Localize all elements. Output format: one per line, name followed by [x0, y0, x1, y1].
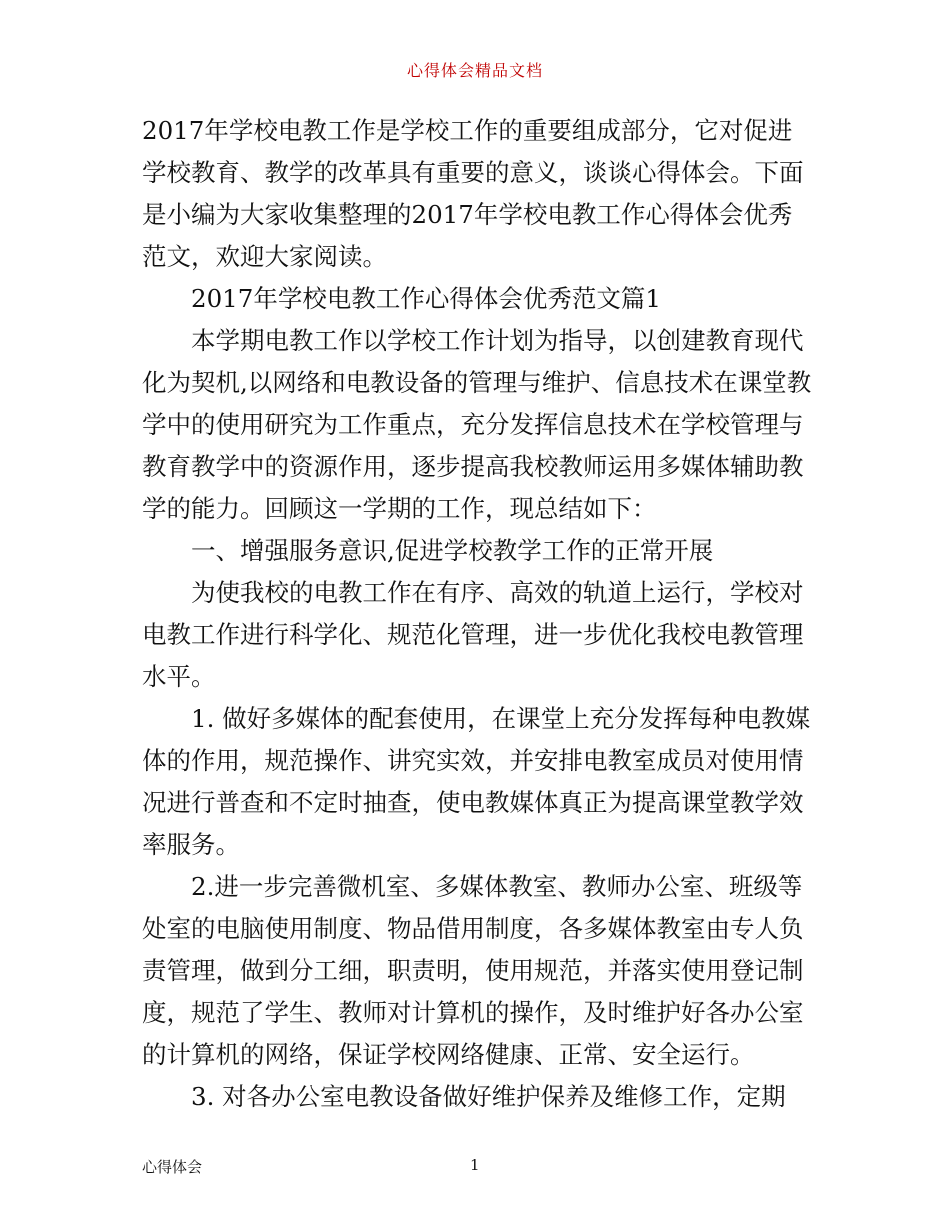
intro-paragraph: 2017年学校电教工作是学校工作的重要组成部分，它对促进学校教育、教学的改革具有重要的意义，谈谈心得体会。下面是小编为大家收集整理的2017年学校电教工作心得体会优秀范文，欢迎大家阅读。 — [142, 116, 804, 271]
body-paragraph: 为使我校的电教工作在有序、高效的轨道上运行，学校对电教工作进行科学化、规范化管理，进一步优化我校电教管理水平。 — [142, 578, 804, 691]
document-header-title: 心得体会精品文档 — [406, 61, 543, 80]
article-title: 2017年学校电教工作心得体会优秀范文篇1 — [191, 284, 661, 313]
section-heading: 一、增强服务意识,促进学校教学工作的正常开展 — [191, 536, 714, 565]
page-number: 1 — [470, 1156, 480, 1174]
list-item: 1. 做好多媒体的配套使用，在课堂上充分发挥每种电教媒体的作用，规范操作、讲究实效，并安排电教室成员对使用情况进行普查和不定时抽查，使电教媒体真正为提高课堂教学效率服务。 — [142, 704, 811, 859]
list-item: 3. 对各办公室电教设备做好维护保养及维修工作，定期 — [191, 1082, 786, 1111]
body-paragraph: 本学期电教工作以学校工作计划为指导，以创建教育现代化为契机,以网络和电教设备的管理与维护、信息技术在课堂教学中的使用研究为工作重点，充分发挥信息技术在学校管理与教育教学中的资源作用，逐步提高我校教师运用多媒体辅助教学的能力。回顾这一学期的工作，现总结如下： — [142, 326, 812, 523]
list-item: 2.进一步完善微机室、多媒体教室、教师办公室、班级等处室的电脑使用制度、物品借用制度，各多媒体教室由专人负责管理，做到分工细，职责明，使用规范，并落实使用登记制度，规范了学生、教师对计算机的操作，及时维护好各办公室的计算机的网络，保证学校网络健康、正常、安全运行。 — [142, 872, 804, 1069]
document-body — [142, 110, 812, 1118]
footer-label: 心得体会 — [142, 1158, 203, 1176]
